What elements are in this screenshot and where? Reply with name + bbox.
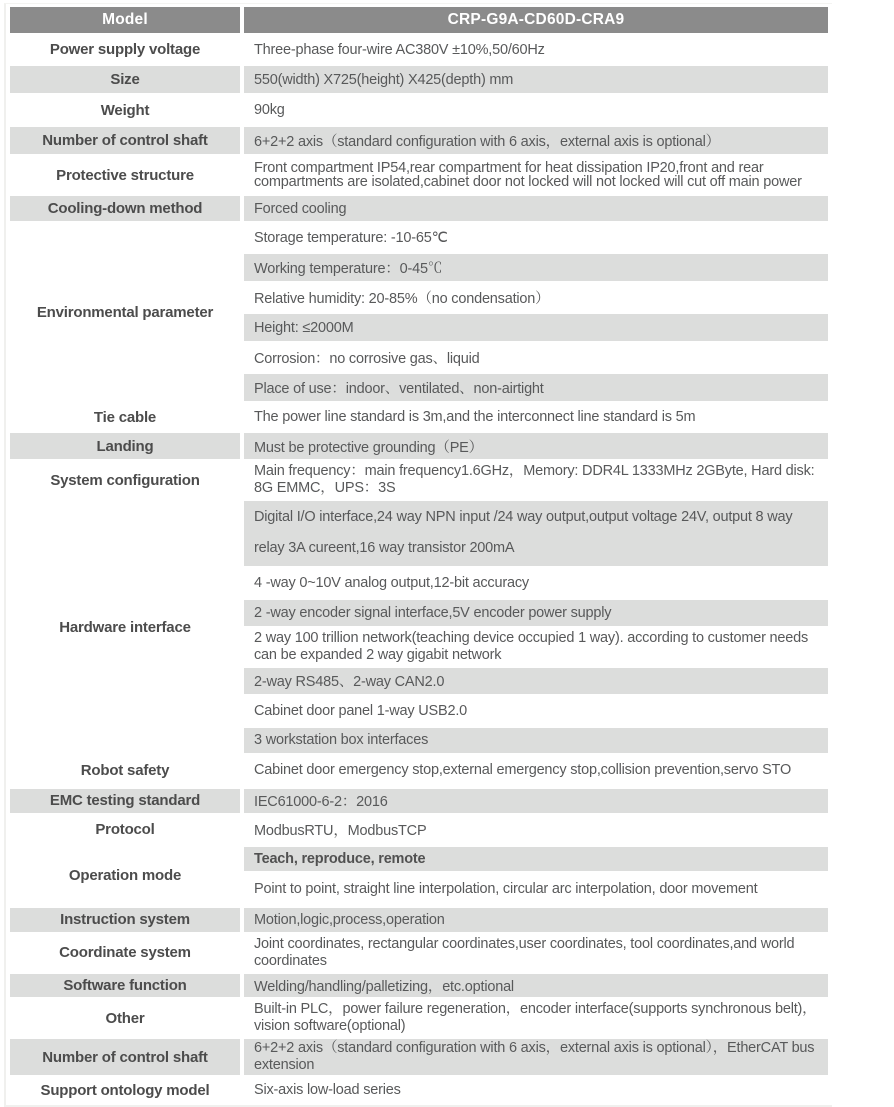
row-value-power-supply: Three-phase four-wire AC380V ±10%,50/60Hz	[244, 36, 828, 63]
row-value-coordinate: Joint coordinates, rectangular coordinates,user coordinates, tool coordinates,and world coordinates	[244, 935, 828, 971]
table-row	[10, 789, 828, 813]
row-value-protective: Front compartment IP54,rear compartment for heat dissipation IP20,front and rear compartments are isolated,cabinet door not locked will not locked will cut off main power	[244, 157, 828, 193]
row-label-emc: EMC testing standard	[10, 789, 240, 813]
header-model-label: Model	[10, 7, 240, 33]
row-value-weight: 90kg	[244, 96, 828, 124]
row-value-robot-safety: Cabinet door emergency stop,external emergency stop,collision prevention,servo STO	[244, 756, 828, 786]
row-label-tie-cable: Tie cable	[10, 404, 240, 430]
row-value-hardware-5: Cabinet door panel 1-way USB2.0	[244, 697, 828, 725]
table-row	[10, 756, 828, 786]
row-label-ontology: Support ontology model	[10, 1078, 240, 1102]
table-row	[10, 935, 828, 971]
table-header-row	[10, 7, 828, 33]
spec-table-frame	[4, 3, 832, 1107]
row-label-robot-safety: Robot safety	[10, 756, 240, 786]
table-row	[10, 433, 828, 459]
table-row	[10, 816, 828, 844]
row-value-operation-1: Point to point, straight line interpolation, circular arc interpolation, door movement	[244, 874, 828, 905]
row-label-operation: Operation mode	[10, 847, 240, 905]
row-label-coordinate: Coordinate system	[10, 935, 240, 971]
row-value-size: 550(width) X725(height) X425(depth) mm	[244, 66, 828, 93]
row-value-control-shaft: 6+2+2 axis（standard configuration with 6 axis，external axis is optional）	[244, 127, 828, 154]
table-row	[10, 462, 828, 498]
row-value-ontology: Six-axis low-load series	[244, 1078, 828, 1102]
row-value-tie-cable: The power line standard is 3m,and the interconnect line standard is 5m	[244, 404, 828, 430]
row-value-cooling: Forced cooling	[244, 196, 828, 221]
row-value-environment-5: Place of use：indoor、ventilated、non-airtight	[244, 374, 828, 401]
row-label-system-config: System configuration	[10, 462, 240, 498]
row-value-environment-4: Corrosion：no corrosive gas、liquid	[244, 344, 828, 371]
row-label-control-shaft: Number of control shaft	[10, 127, 240, 154]
row-label-size: Size	[10, 66, 240, 93]
row-value-landing: Must be protective grounding（PE）	[244, 433, 828, 459]
table-row	[10, 908, 828, 932]
table-row	[10, 96, 828, 124]
row-value-hardware-2: 2 -way encoder signal interface,5V encoder power supply	[244, 600, 828, 626]
row-value-protocol: ModbusRTU，ModbusTCP	[244, 816, 828, 844]
table-row	[10, 847, 828, 871]
row-label-protocol: Protocol	[10, 816, 240, 844]
header-model-value: CRP-G9A-CD60D-CRA9	[244, 7, 828, 33]
row-label-other: Other	[10, 1000, 240, 1036]
table-row	[10, 157, 828, 193]
row-label-control-shaft-2: Number of control shaft	[10, 1039, 240, 1075]
row-value-emc: IEC61000-6-2：2016	[244, 789, 828, 813]
row-value-environment-2: Relative humidity: 20-85%（no condensation）	[244, 284, 828, 311]
table-row	[10, 36, 828, 63]
table-row	[10, 127, 828, 154]
row-value-instruction: Motion,logic,process,operation	[244, 908, 828, 932]
row-value-hardware-0: Digital I/O interface,24 way NPN input /24 way output,output voltage 24V, output 8 way relay 3A cureent,16 way transistor 200mA	[244, 501, 828, 565]
row-value-operation-0: Teach, reproduce, remote	[244, 847, 828, 871]
table-row	[10, 974, 828, 997]
row-label-protective: Protective structure	[10, 157, 240, 193]
row-value-control-shaft-2: 6+2+2 axis（standard configuration with 6 axis，external axis is optional），EtherCAT bus extension	[244, 1039, 828, 1075]
table-row	[10, 1078, 828, 1102]
row-value-hardware-1: 4 -way 0~10V analog output,12-bit accuracy	[244, 569, 828, 597]
row-value-other: Built-in PLC，power failure regeneration，encoder interface(supports synchronous belt)，vision software(optional)	[244, 1000, 828, 1036]
row-value-environment-3: Height: ≤2000M	[244, 314, 828, 341]
row-value-software: Welding/handling/palletizing，etc.optional	[244, 974, 828, 997]
row-label-landing: Landing	[10, 433, 240, 459]
table-row	[10, 224, 828, 251]
table-row	[10, 196, 828, 221]
table-row	[10, 1000, 828, 1036]
row-label-instruction: Instruction system	[10, 908, 240, 932]
row-value-environment-1: Working temperature：0-45℃	[244, 254, 828, 281]
row-label-weight: Weight	[10, 96, 240, 124]
row-value-environment-0: Storage temperature: -10-65℃	[244, 224, 828, 251]
row-value-system-config: Main frequency：main frequency1.6GHz，Memory: DDR4L 1333MHz 2GByte, Hard disk: 8G EMMC，UPS：3S	[244, 462, 828, 498]
spec-table	[6, 4, 832, 1105]
row-value-hardware-6: 3 workstation box interfaces	[244, 728, 828, 753]
row-label-hardware: Hardware interface	[10, 501, 240, 753]
row-label-power-supply: Power supply voltage	[10, 36, 240, 63]
row-value-hardware-4: 2-way RS485、2-way CAN2.0	[244, 668, 828, 694]
table-row	[10, 501, 828, 565]
table-row	[10, 66, 828, 93]
row-label-software: Software function	[10, 974, 240, 997]
table-row	[10, 404, 828, 430]
row-value-hardware-3: 2 way 100 trillion network(teaching device occupied 1 way). according to customer needs can be expanded 2 way gigabit network	[244, 629, 828, 665]
row-label-cooling: Cooling-down method	[10, 196, 240, 221]
table-row	[10, 1039, 828, 1075]
row-label-environment: Environmental parameter	[10, 224, 240, 401]
